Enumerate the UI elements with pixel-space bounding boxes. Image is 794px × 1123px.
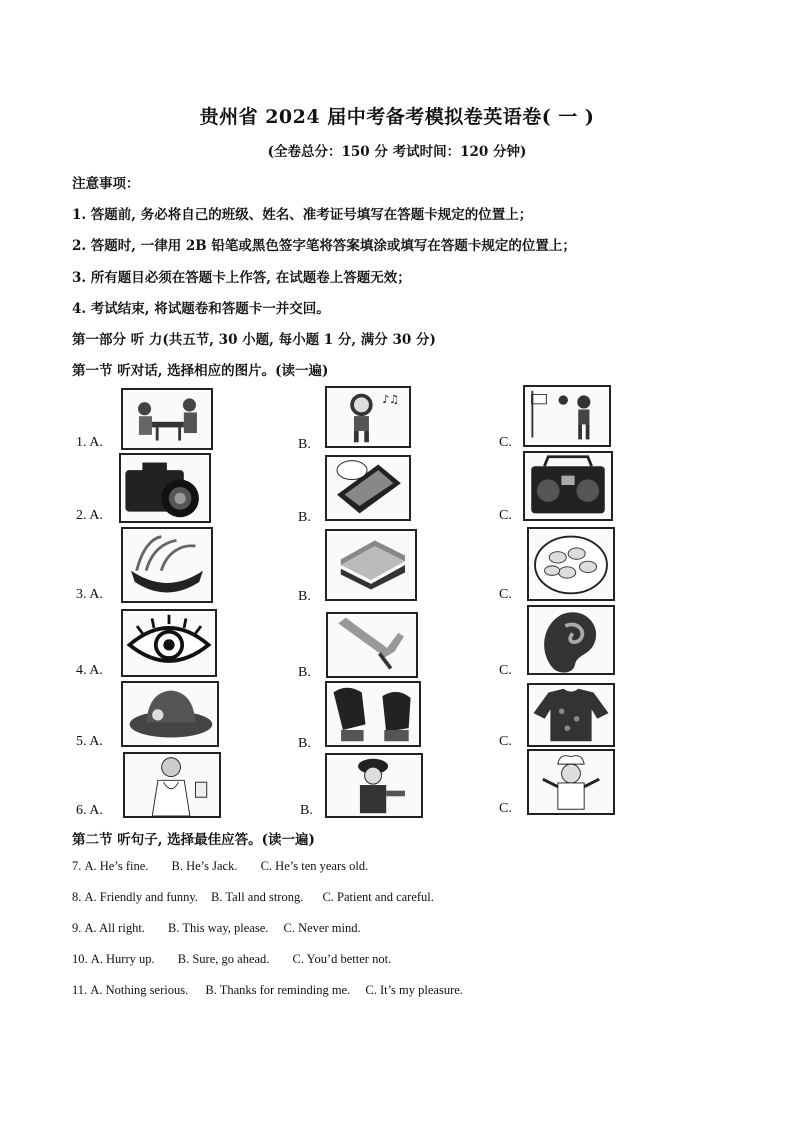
question-item (72, 859, 368, 874)
part-heading: 第一部分 听 力(共五节, 30 小题, 每小题 1 分, 满分 30 分) (72, 332, 436, 348)
option-label: B. (298, 736, 311, 751)
question-label: 4. A. (76, 663, 103, 678)
question-item (72, 890, 434, 905)
option-label: C. (499, 734, 512, 749)
question-number: 8. (72, 890, 82, 904)
basketball-player-icon[interactable] (523, 385, 611, 447)
option-b[interactable]: B. Tall and strong. (211, 890, 304, 904)
option-label: B. (300, 803, 313, 818)
option-label: B. (298, 437, 311, 452)
notice-item: 1. 答题前, 务必将自己的班级、姓名、准考证号填写在答题卡规定的位置上； (72, 207, 533, 223)
option-c[interactable]: C. It’s my pleasure. (365, 983, 463, 997)
arm-icon[interactable] (326, 612, 418, 678)
dumplings-plate-icon[interactable] (527, 527, 615, 601)
option-b[interactable]: B. Sure, go ahead. (177, 952, 270, 966)
eye-icon[interactable] (121, 609, 217, 677)
option-label: B. (298, 665, 311, 680)
option-label: C. (499, 435, 512, 450)
section-heading: 第一节 听对话, 选择相应的图片。(读一遍) (72, 363, 329, 379)
question-label: 6. A. (76, 803, 103, 818)
option-b[interactable]: B. This way, please. (168, 921, 269, 935)
option-a[interactable]: A. Hurry up. (90, 952, 155, 966)
option-c[interactable]: C. Never mind. (283, 921, 361, 935)
option-a[interactable]: A. He’s fine. (84, 859, 149, 873)
option-label: C. (499, 508, 512, 523)
exam-info: (全卷总分：150 分 考试时间：120 分钟) (267, 144, 527, 160)
option-label: C. (499, 801, 512, 816)
sandwich-icon[interactable] (325, 529, 417, 601)
question-number: 10. (72, 952, 88, 966)
question-number: 11. (72, 983, 88, 997)
smartphone-icon[interactable] (325, 455, 411, 521)
option-label: C. (499, 587, 512, 602)
option-label: B. (298, 510, 311, 525)
ear-icon[interactable] (527, 605, 615, 675)
option-a[interactable]: A. Nothing serious. (90, 983, 189, 997)
option-a[interactable]: A. Friendly and funny. (84, 890, 198, 904)
question-number: 7. (72, 859, 82, 873)
page-title: 贵州省 2024 届中考备考模拟卷英语卷( 一 ) (199, 106, 595, 128)
option-b[interactable]: B. Thanks for reminding me. (205, 983, 351, 997)
question-label: 3. A. (76, 587, 103, 602)
option-c[interactable]: C. He’s ten years old. (260, 859, 369, 873)
notice-item: 4. 考试结束, 将试题卷和答题卡一并交回。 (72, 301, 330, 317)
firefighter-icon[interactable] (325, 753, 423, 818)
option-a[interactable]: A. All right. (84, 921, 145, 935)
question-item (72, 921, 361, 936)
notice-heading: 注意事项： (72, 176, 140, 192)
question-label: 2. A. (76, 508, 103, 523)
question-label: 5. A. (76, 734, 103, 749)
question-number: 9. (72, 921, 82, 935)
gloves-icon[interactable] (325, 681, 421, 747)
question-item (72, 952, 391, 967)
noodles-bowl-icon[interactable] (121, 527, 213, 603)
question-label: 1. A. (76, 435, 103, 450)
playing-chess-icon[interactable] (121, 388, 213, 450)
option-b[interactable]: B. He’s Jack. (171, 859, 238, 873)
doctor-icon[interactable] (123, 752, 221, 818)
option-label: C. (499, 663, 512, 678)
option-c[interactable]: C. Patient and careful. (322, 890, 434, 904)
radio-icon[interactable] (523, 451, 613, 521)
question-item (72, 983, 463, 998)
camera-icon[interactable] (119, 453, 211, 523)
svg-text:♪♫: ♪♫ (382, 392, 400, 406)
notice-item: 3. 所有题目必须在答题卡上作答, 在试题卷上答题无效； (72, 270, 411, 286)
option-label: B. (298, 589, 311, 604)
sweater-icon[interactable] (527, 683, 615, 747)
section-heading: 第二节 听句子, 选择最佳应答。(读一遍) (72, 832, 315, 848)
notice-item: 2. 答题时, 一律用 2B 铅笔或黑色签字笔将答案填涂或填写在答题卡规定的位置上； (72, 238, 576, 254)
option-c[interactable]: C. You’d better not. (292, 952, 392, 966)
hat-icon[interactable] (121, 681, 219, 747)
singing-boy-icon[interactable] (325, 386, 411, 448)
cook-icon[interactable] (527, 749, 615, 815)
